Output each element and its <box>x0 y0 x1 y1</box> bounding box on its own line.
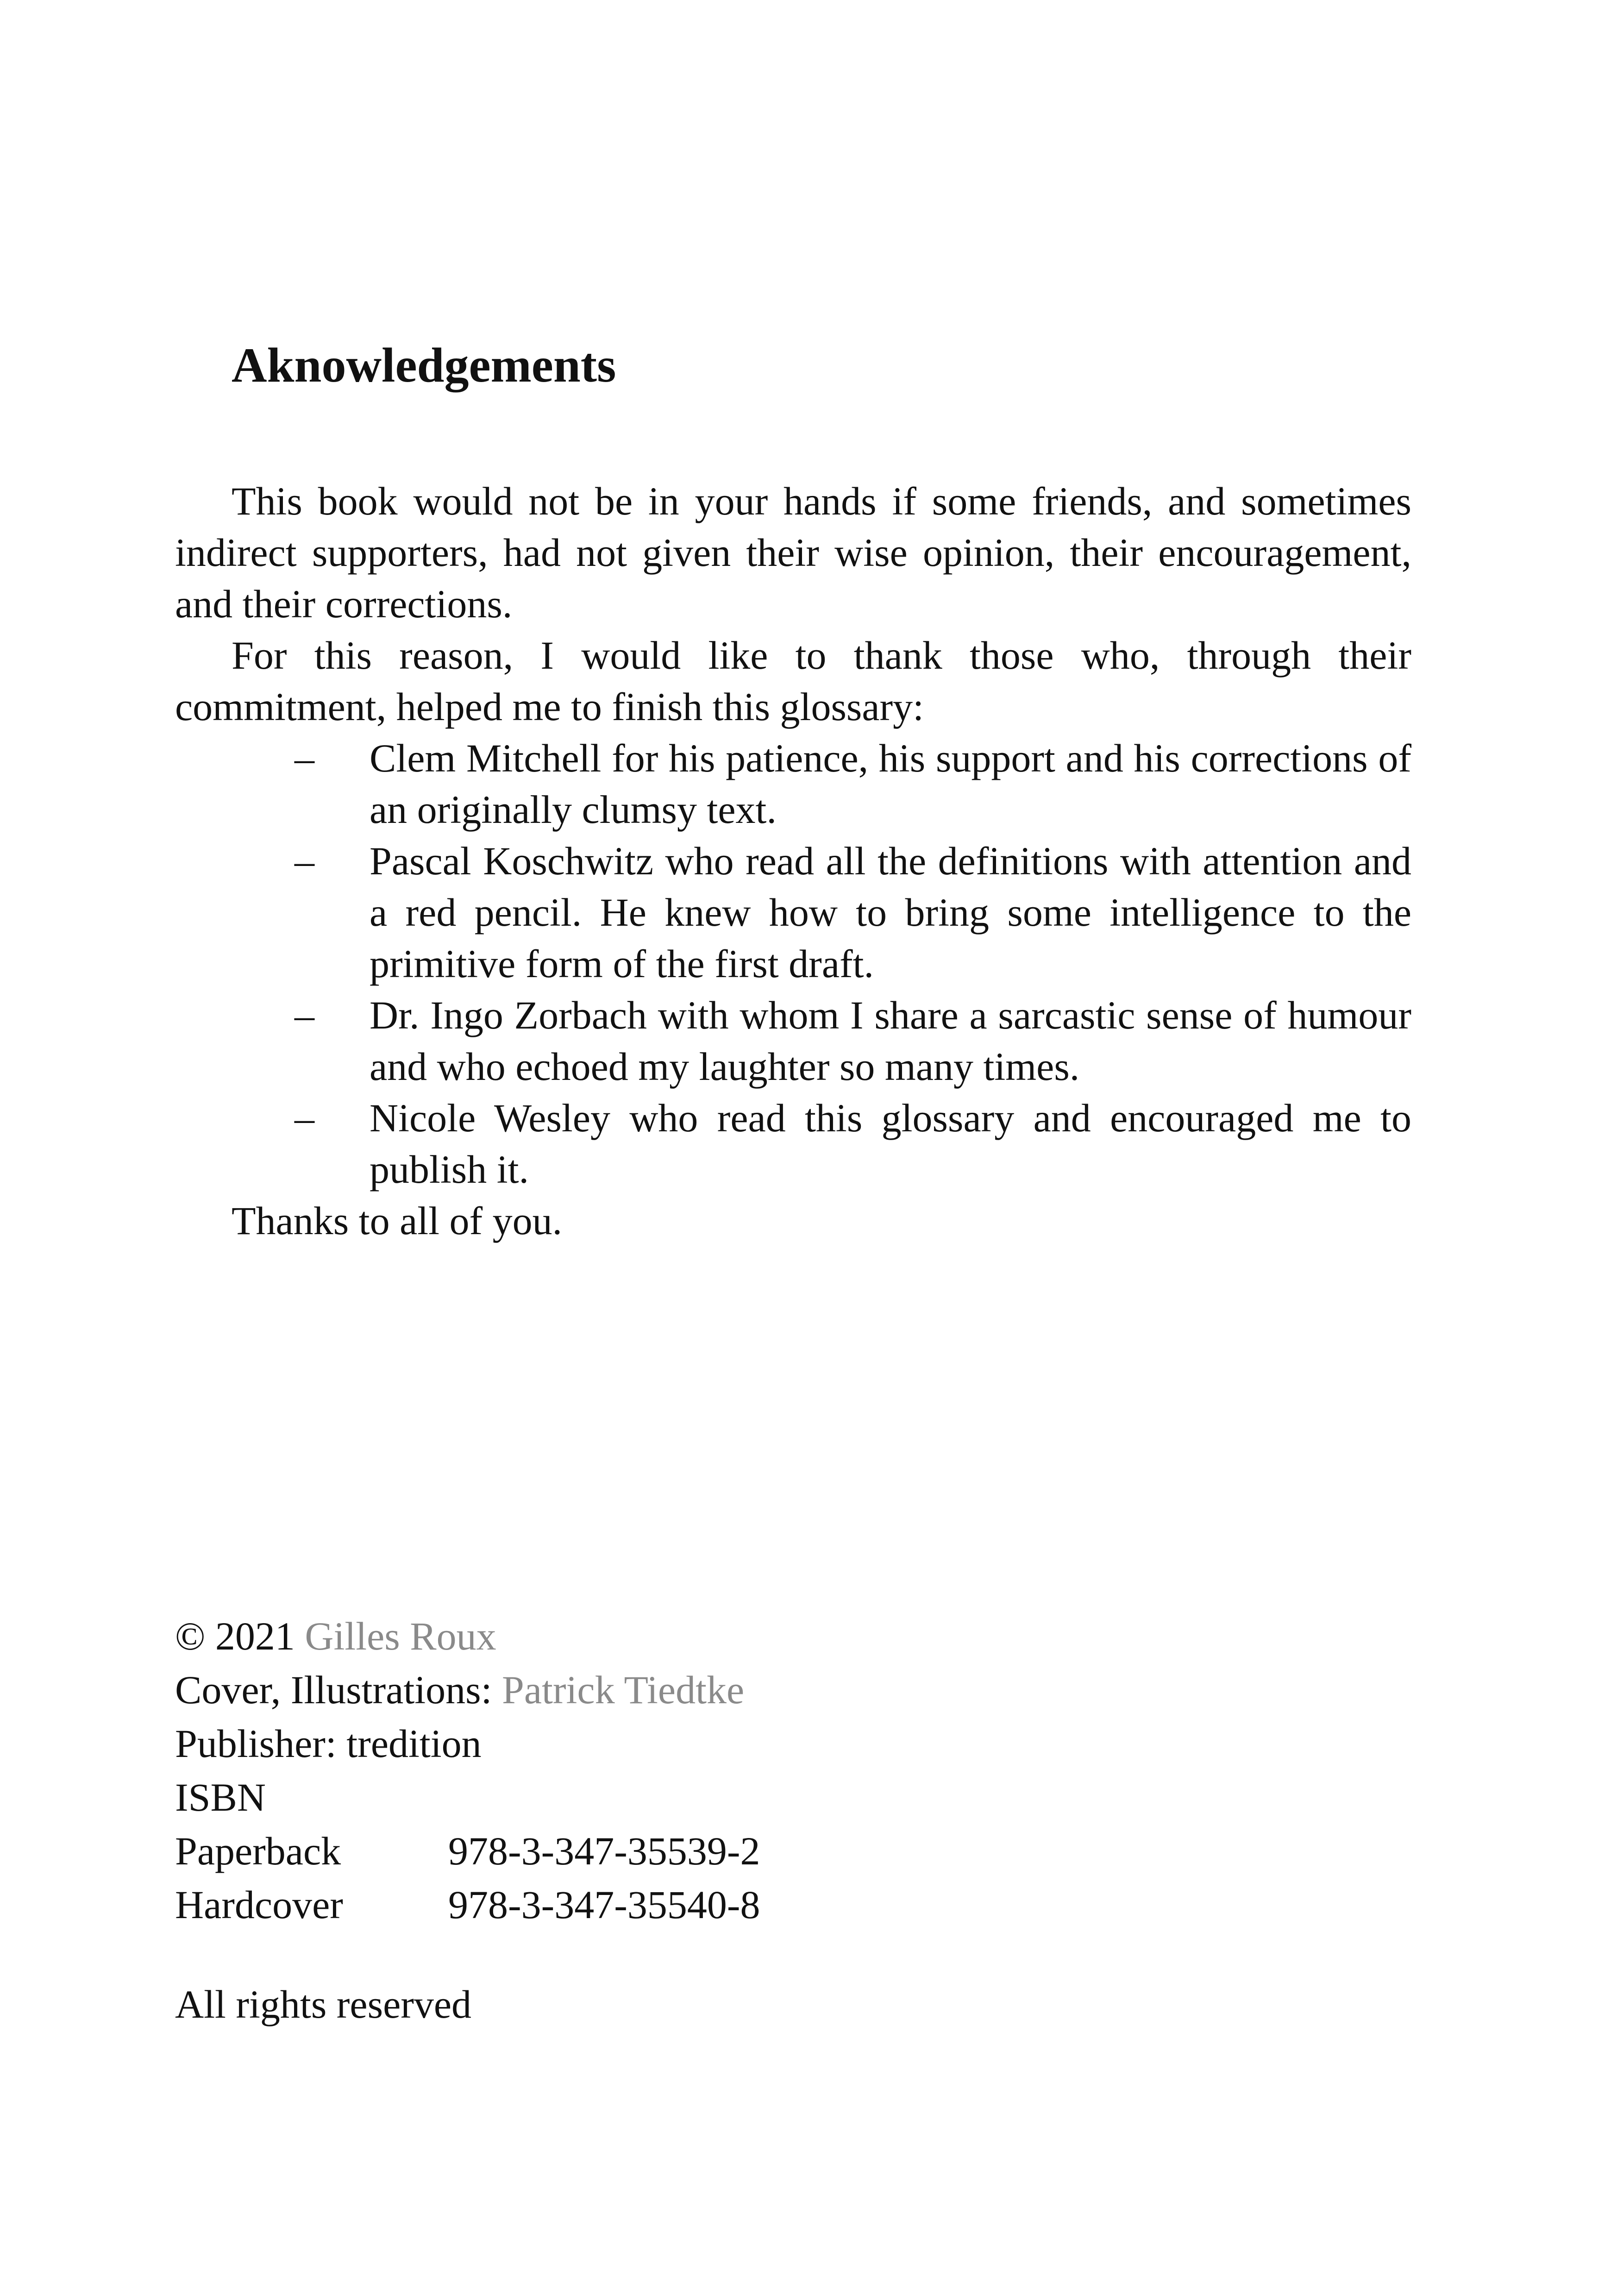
hardcover-isbn: 978-3-347-35540-8 <box>448 1882 760 1927</box>
thanks-list <box>175 733 1411 1195</box>
list-item <box>295 990 1411 1092</box>
list-item-text: Clem Mitchell for his patience, his support and his corrections of an originally clumsy text. <box>370 736 1411 832</box>
author-link[interactable]: Gilles Roux <box>305 1614 496 1658</box>
paperback-isbn-row <box>175 1824 760 1878</box>
dash-bullet: – <box>295 1096 314 1140</box>
copyright-line <box>175 1609 760 1663</box>
list-item <box>295 835 1411 990</box>
list-item <box>295 1092 1411 1195</box>
isbn-heading: ISBN <box>175 1775 266 1819</box>
dash-bullet: – <box>295 736 314 780</box>
closing-line: Thanks to all of you. <box>232 1198 563 1243</box>
copyright-year: © 2021 <box>175 1614 295 1658</box>
cover-line <box>175 1663 760 1717</box>
acknowledgements-body <box>175 476 1411 1247</box>
rights-notice: All rights reserved <box>175 1982 472 2026</box>
paperback-isbn: 978-3-347-35539-2 <box>448 1829 760 1873</box>
list-item-text: Dr. Ingo Zorbach with whom I share a sarcastic sense of humour and who echoed my laughter so many times. <box>370 993 1411 1089</box>
thanks-lead-paragraph: For this reason, I would like to thank those who, through their commitment, helped me to finish this glossary: <box>175 633 1411 729</box>
page-title: Aknowledgements <box>232 338 616 392</box>
dash-bullet: – <box>295 839 314 883</box>
intro-paragraph: This book would not be in your hands if some friends, and sometimes indirect supporters, had not given their wise opinion, their encouragement, and their corrections. <box>175 479 1411 626</box>
imprint-block <box>175 1609 760 1932</box>
list-item-text: Pascal Koschwitz who read all the definitions with attention and a red pencil. He knew how to bring some intelligence to the primitive form of the first draft. <box>370 839 1411 986</box>
cover-label: Cover, Illustrations: <box>175 1668 492 1712</box>
list-item-text: Nicole Wesley who read this glossary and encouraged me to publish it. <box>370 1096 1411 1192</box>
hardcover-label: Hardcover <box>175 1882 343 1927</box>
list-item <box>295 733 1411 835</box>
paperback-label: Paperback <box>175 1829 341 1873</box>
illustrator-link[interactable]: Patrick Tiedtke <box>501 1668 745 1712</box>
publisher-line: Publisher: tredition <box>175 1721 482 1766</box>
dash-bullet: – <box>295 993 314 1037</box>
hardcover-isbn-row <box>175 1878 760 1932</box>
